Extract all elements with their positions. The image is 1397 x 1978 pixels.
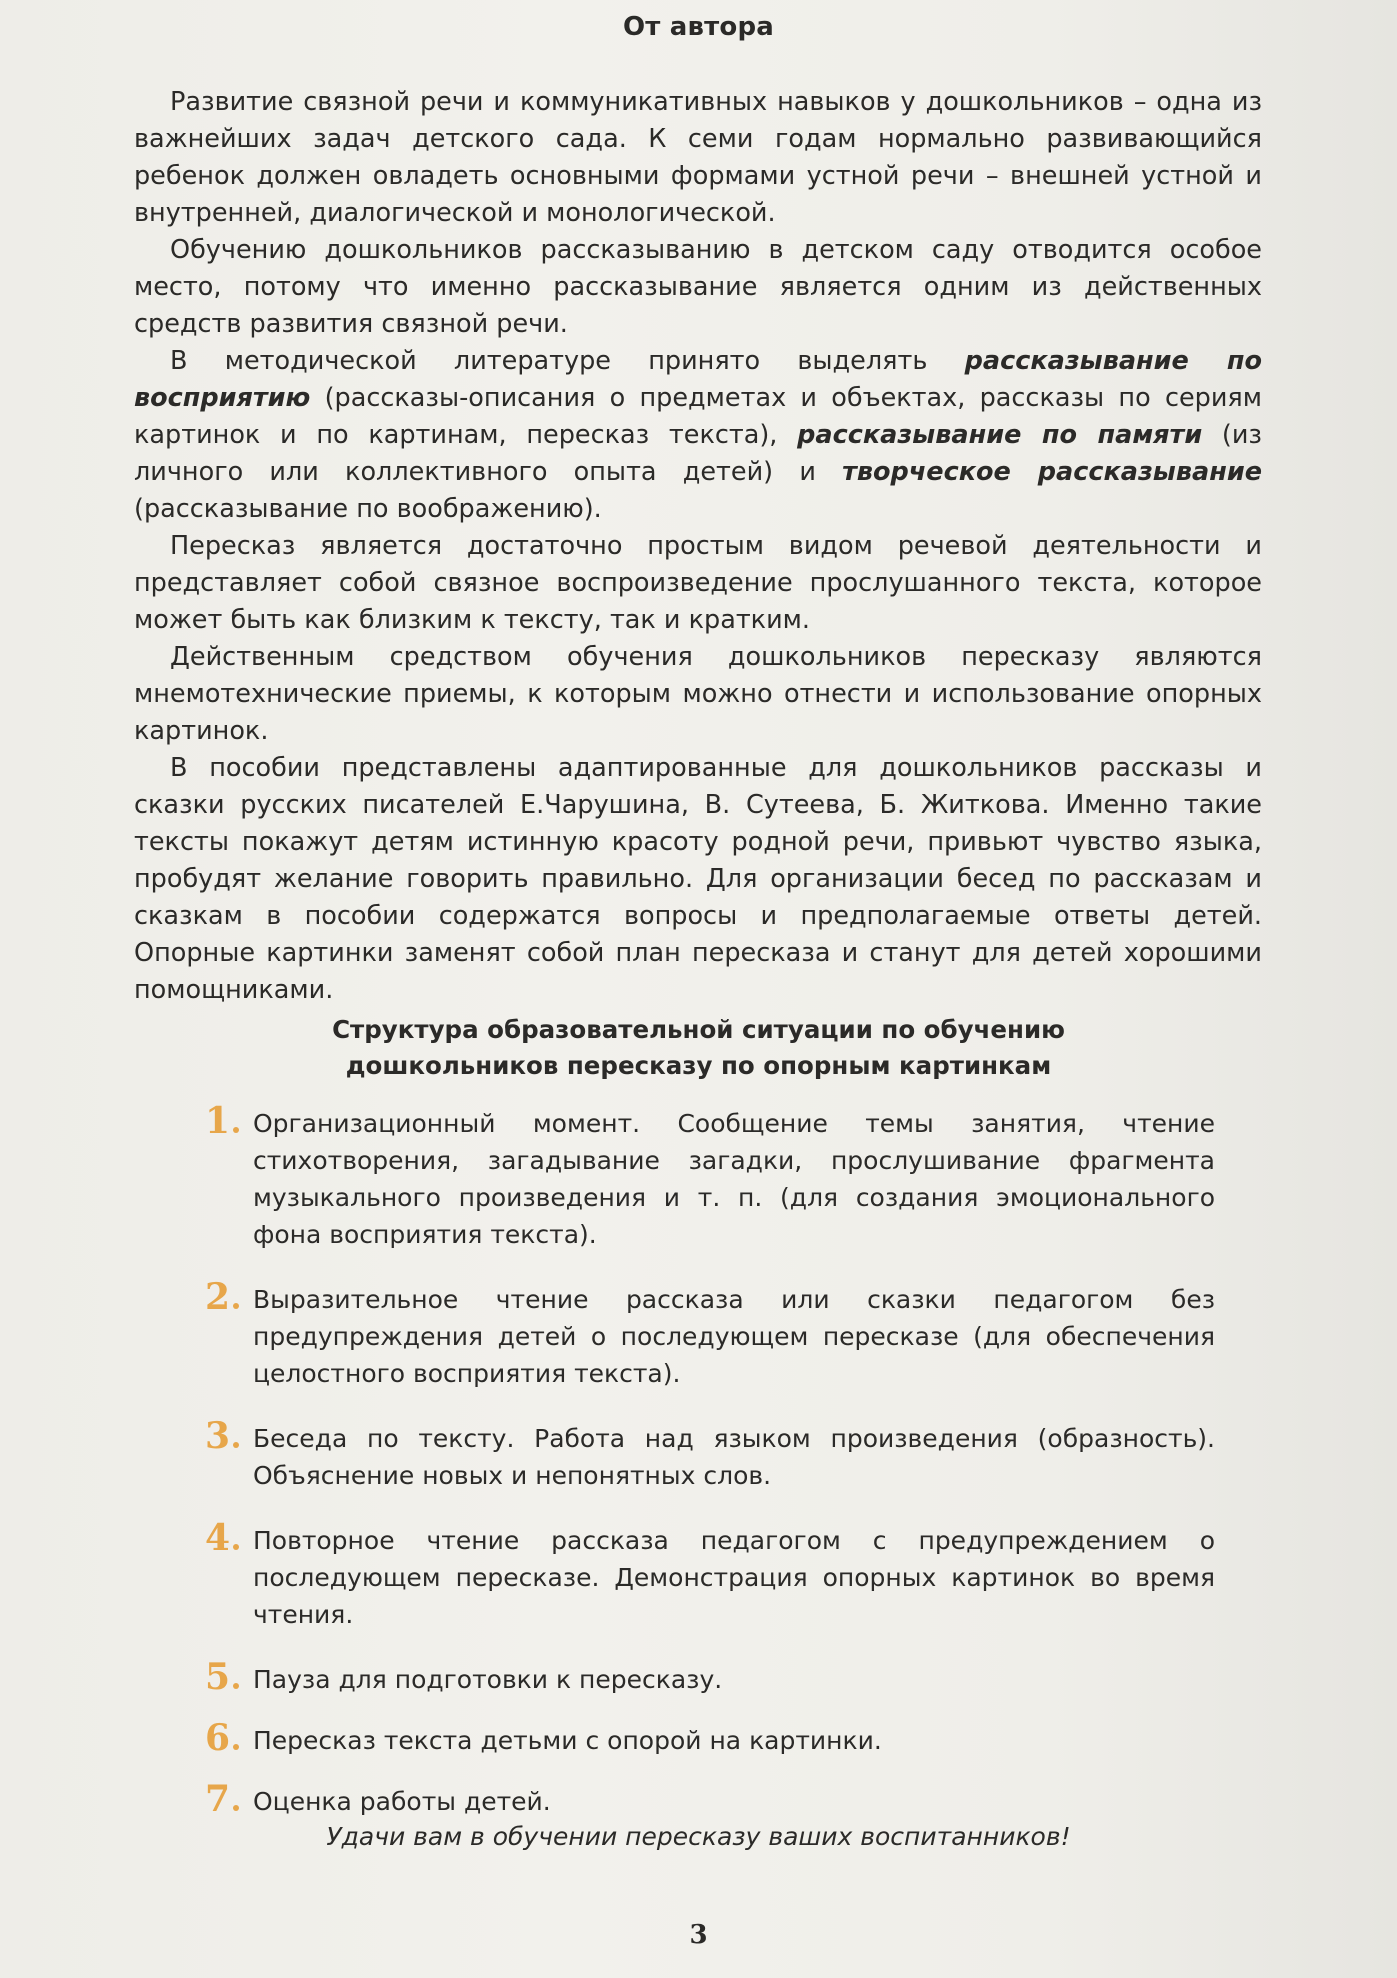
page-heading: От автора bbox=[622, 12, 775, 42]
intro-p3-part-a: В методической литературе принято выделять bbox=[170, 346, 965, 376]
term-perception: рассказывание по восприятию bbox=[134, 346, 1262, 413]
step-number: 4 bbox=[205, 1516, 239, 1560]
step-number: 5 bbox=[205, 1655, 239, 1699]
term-creative: творческое рассказывание bbox=[842, 457, 1262, 487]
intro-p3-part-c: (из личного или коллективного опыта детей) и bbox=[134, 420, 1262, 487]
steps-list bbox=[205, 1100, 1215, 1820]
step-text: Выразительное чтение рассказа или сказки педагогом без предупреждения детей о последующем пересказе (для обеспечения целостного восприятия текста). bbox=[253, 1285, 1215, 1388]
step-item bbox=[205, 1717, 1215, 1759]
intro-paragraph-2: Обучению дошкольников рассказыванию в детском саду отводится особое место, потому что именно рассказывание является одним из действенных средств развития связной речи. bbox=[134, 235, 1262, 339]
intro-p3-part-b: (рассказы-описания о предметах и объектах, рассказы по сериям картинок и по картинам, пересказ текста), bbox=[134, 383, 1262, 450]
section-title-line-1: Структура образовательной ситуации по обучению bbox=[332, 1015, 1065, 1044]
term-memory: рассказывание по памяти bbox=[797, 420, 1203, 450]
page-number: 3 bbox=[689, 1920, 708, 1950]
step-item bbox=[205, 1656, 1215, 1698]
step-item bbox=[205, 1415, 1215, 1494]
step-number: 7 bbox=[205, 1777, 239, 1821]
step-text: Организационный момент. Сообщение темы занятия, чтение стихотворения, загадывание загадки, прослушивание фрагмента музыкального произведения и т. п. (для создания эмоционального фона восприятия текста). bbox=[253, 1109, 1215, 1249]
section-title-line-2: дошкольников пересказу по опорным картинкам bbox=[345, 1051, 1052, 1080]
step-text: Оценка работы детей. bbox=[253, 1787, 551, 1816]
step-number: 2 bbox=[205, 1275, 239, 1319]
step-item bbox=[205, 1100, 1215, 1253]
section-title bbox=[0, 1012, 1397, 1084]
step-item bbox=[205, 1517, 1215, 1633]
intro-paragraph-4: Пересказ является достаточно простым видом речевой деятельности и представляет собой связное воспроизведение прослушанного текста, которое может быть как близким к тексту, так и кратким. bbox=[134, 531, 1262, 635]
step-text: Пересказ текста детьми с опорой на картинки. bbox=[253, 1726, 882, 1755]
intro-p3-part-d: (рассказывание по воображению). bbox=[134, 494, 602, 524]
step-number: 3 bbox=[205, 1414, 239, 1458]
step-number: 1 bbox=[205, 1099, 239, 1143]
step-text: Беседа по тексту. Работа над языком произведения (образность). Объяснение новых и непонятных слов. bbox=[253, 1424, 1215, 1490]
step-item bbox=[205, 1276, 1215, 1392]
intro-paragraph-1: Развитие связной речи и коммуникативных навыков у дошкольников – одна из важнейших задач детского сада. К семи годам нормально развивающийся ребенок должен овладеть основными формами устной речи – внешней устной и внутренней, диалогической и монологической. bbox=[134, 87, 1262, 228]
step-text: Повторное чтение рассказа педагогом с предупреждением о последующем пересказе. Демонстрация опорных картинок во время чтения. bbox=[253, 1526, 1215, 1629]
closing-wish: Удачи вам в обучении пересказу ваших воспитанников! bbox=[326, 1822, 1071, 1851]
intro-paragraph-3 bbox=[134, 343, 1262, 528]
intro-paragraph-6: В пособии представлены адаптированные для дошкольников рассказы и сказки русских писателей Е.Чарушина, В. Сутеева, Б. Житкова. Именно такие тексты покажут детям истинную красоту родной речи, привьют чувство языка, пробудят желание говорить правильно. Для организации бесед по рассказам и сказкам в пособии содержатся вопросы и предполагаемые ответы детей. Опорные картинки заменят собой план пересказа и станут для детей хорошими помощниками. bbox=[134, 753, 1262, 1005]
step-number: 6 bbox=[205, 1716, 239, 1760]
intro-paragraph-5: Действенным средством обучения дошкольников пересказу являются мнемотехнические приемы, к которым можно отнести и использование опорных картинок. bbox=[134, 642, 1262, 746]
intro-text bbox=[134, 84, 1262, 1009]
step-item bbox=[205, 1778, 1215, 1820]
step-text: Пауза для подготовки к пересказу. bbox=[253, 1665, 723, 1694]
